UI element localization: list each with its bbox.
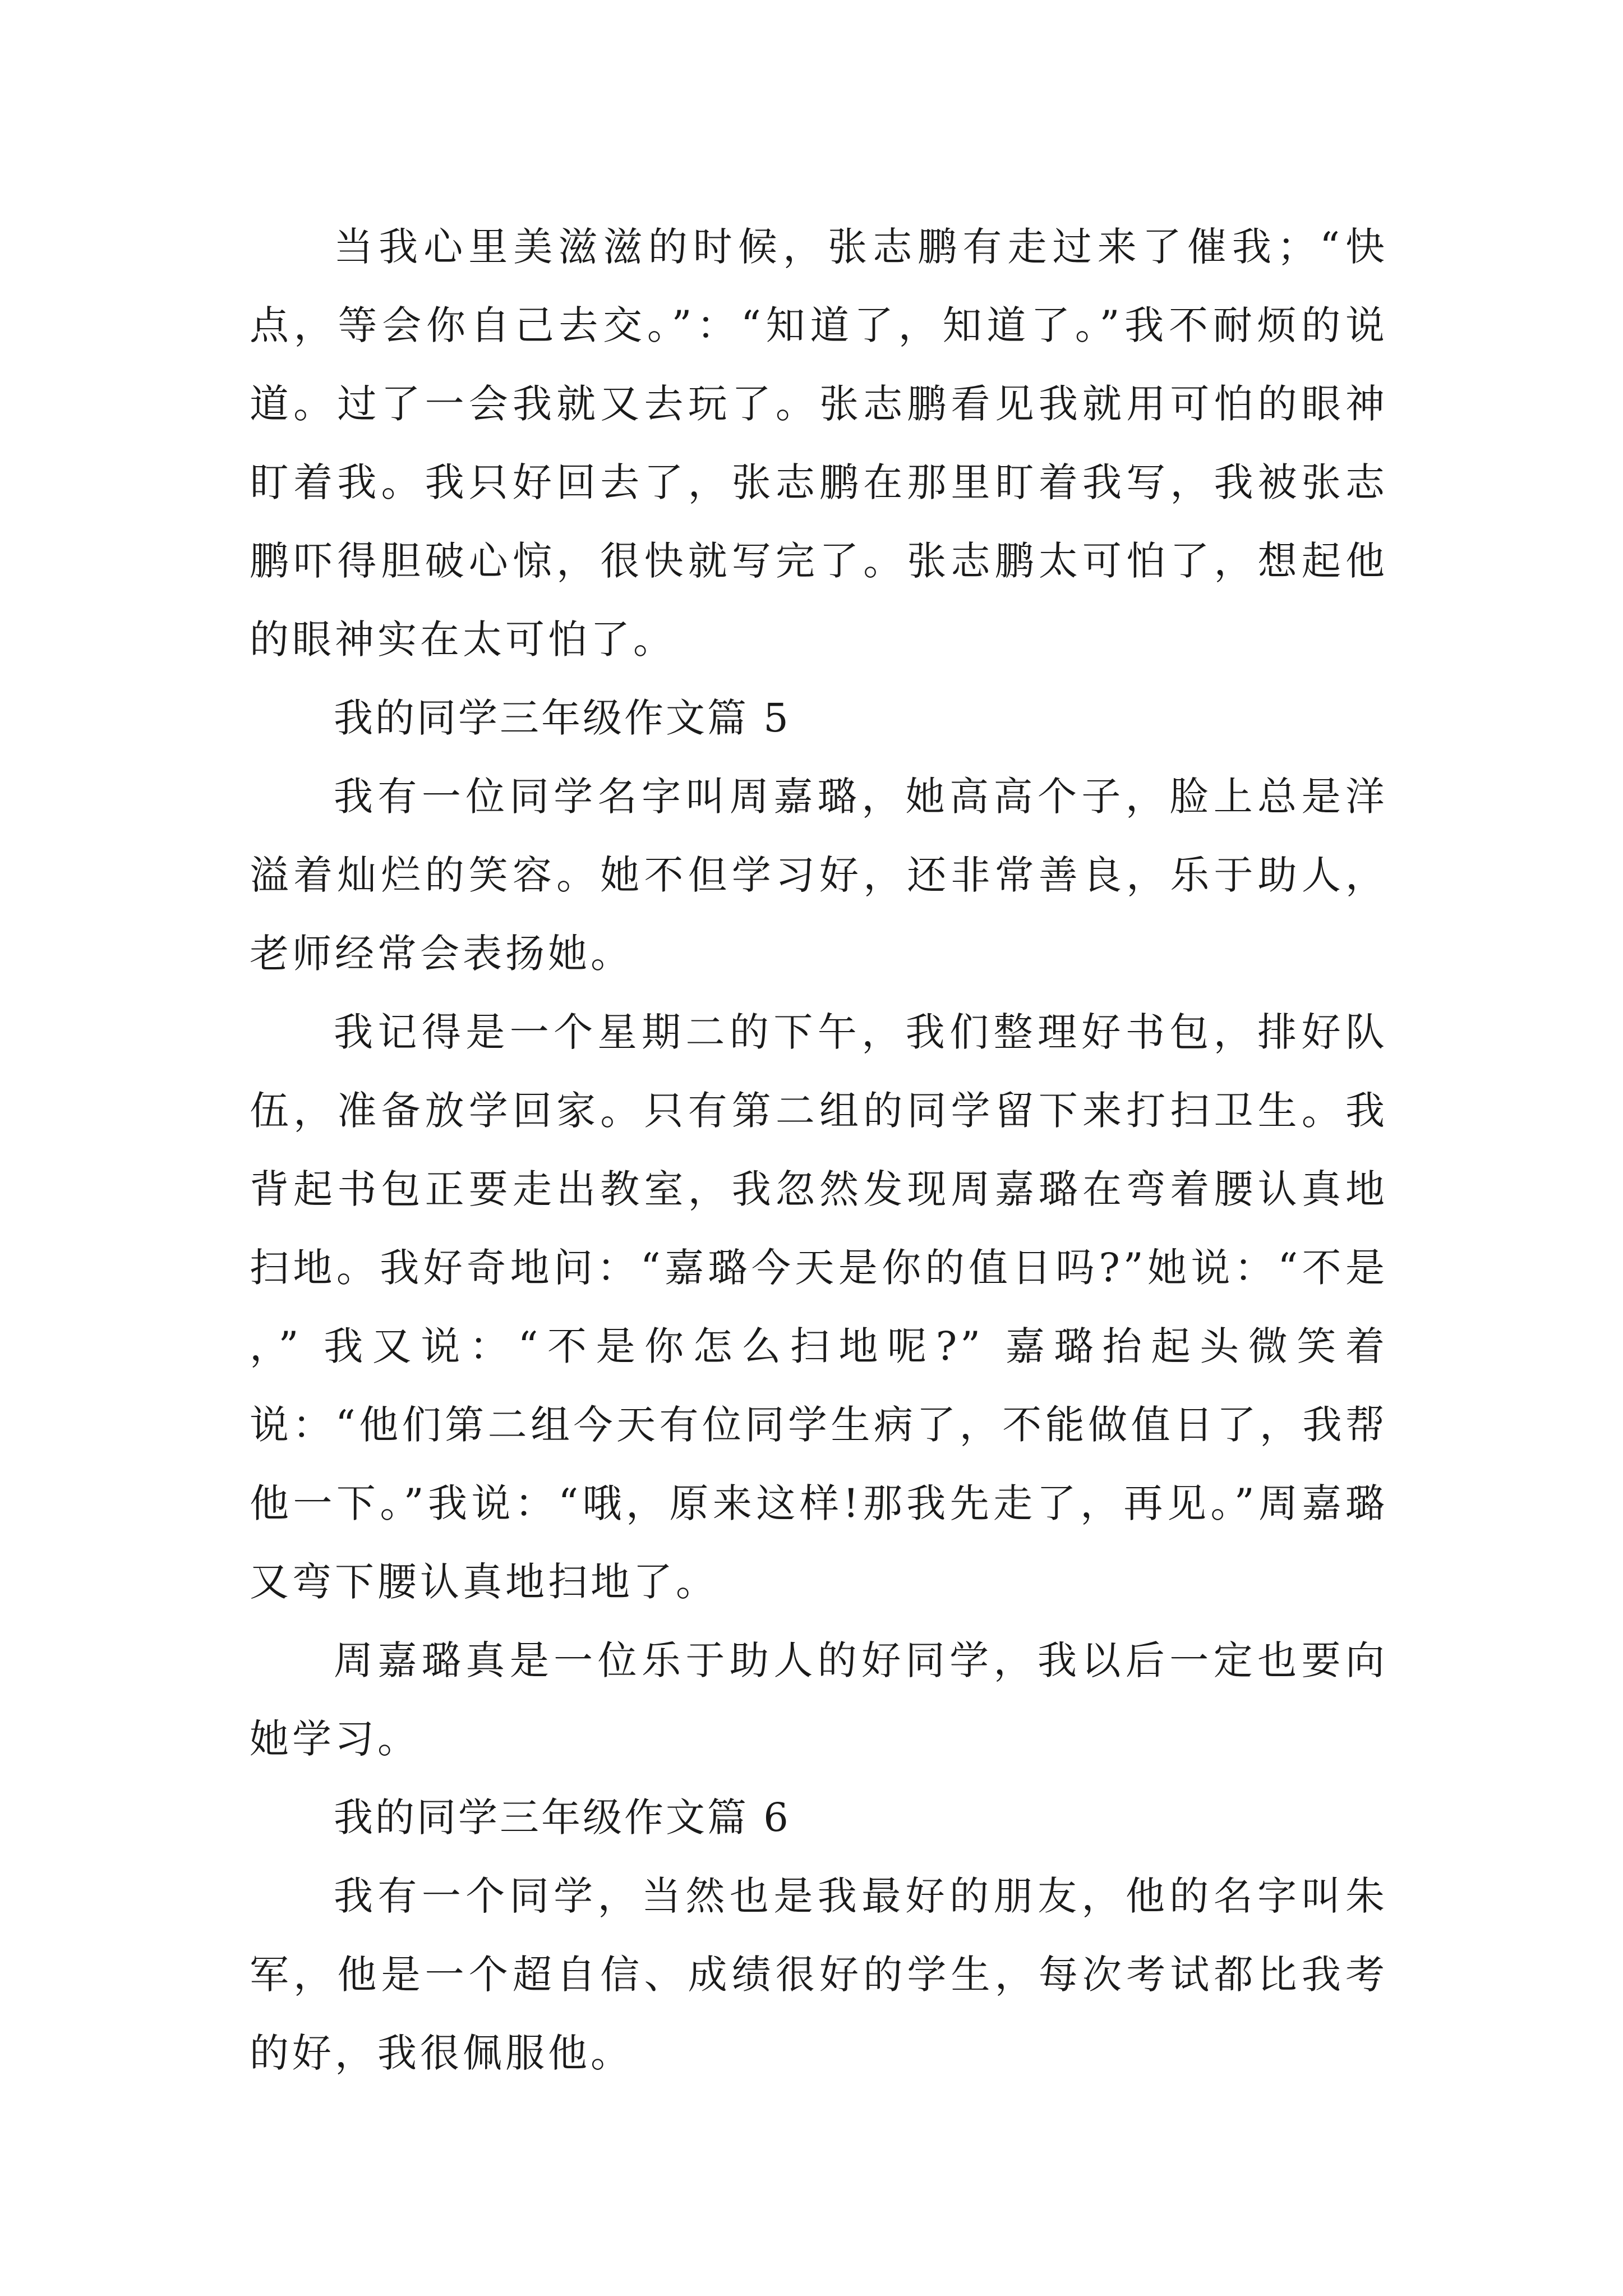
document-body (250, 208, 1388, 2092)
paragraph-essay5-story: 我记得是一个星期二的下午，我们整理好书包，排好队伍，准备放学回家。只有第二组的同学留下来打扫卫生。我背起书包正要走出教室，我忽然发现周嘉璐在弯着腰认真地扫地。我好奇地问：“嘉璐今天是你的值日吗?”她说：“不是 ，” 我又说：“不是你怎么扫地呢?” 嘉璐抬起头微笑着说：“他们第二组今天有位同学生病了，不能做值日了，我帮他一下。”我说：“哦，原来这样!那我先走了，再见。”周嘉璐又弯下腰认真地扫地了。 (250, 1009, 1388, 1605)
heading-essay-5: 我的同学三年级作文篇 5 (334, 695, 791, 741)
paragraph-essay6-intro: 我有一个同学，当然也是我最好的朋友，他的名字叫朱军，他是一个超自信、成绩很好的学生，每次考试都比我考的好，我很佩服他。 (250, 1873, 1388, 2076)
paragraph-essay5-intro: 我有一位同学名字叫周嘉璐，她高高个子，脸上总是洋溢着灿烂的笑容。她不但学习好，还非常善良，乐于助人，老师经常会表扬她。 (250, 774, 1388, 977)
paragraph-essay4-ending: 当我心里美滋滋的时候，张志鹏有走过来了催我；“快点，等会你自己去交。”：“知道了，知道了。”我不耐烦的说道。过了一会我就又去玩了。张志鹏看见我就用可怕的眼神盯着我。我只好回去了，张志鹏在那里盯着我写，我被张志鹏吓得胆破心惊，很快就写完了。张志鹏太可怕了，想起他的眼神实在太可怕了。 (250, 224, 1388, 662)
paragraph-essay5-conclusion: 周嘉璐真是一位乐于助人的好同学，我以后一定也要向她学习。 (250, 1637, 1388, 1762)
heading-essay-6: 我的同学三年级作文篇 6 (334, 1795, 791, 1841)
